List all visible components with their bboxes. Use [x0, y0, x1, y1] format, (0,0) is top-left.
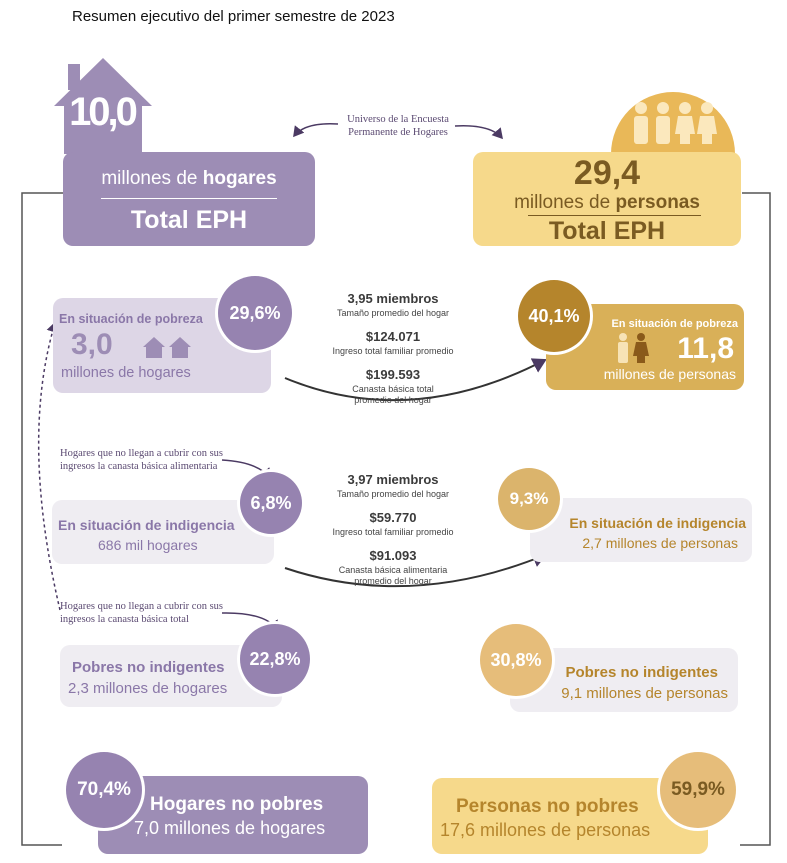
indigencia-personas-pct: 9,3% — [498, 468, 560, 530]
indigencia-canasta-label-1: Canasta básica alimentaria — [338, 565, 448, 575]
pobreza-canasta-label-1: Canasta básica total — [352, 384, 434, 394]
hogares-total-label: Total EPH — [130, 206, 248, 234]
indigencia-hogares-label: En situación de indigencia — [58, 517, 235, 533]
no-pobres-hogares-value: 7,0 millones de hogares — [134, 818, 326, 838]
indigencia-ingreso-label: Ingreso total familiar promedio — [332, 527, 454, 537]
hogares-total-value: 10,0 — [69, 90, 135, 134]
pobreza-personas-value: 11,8 — [677, 332, 734, 365]
personas-total-box — [473, 152, 741, 246]
houses-icon — [143, 336, 193, 360]
child-icons — [616, 332, 650, 364]
pni-personas-label: Pobres no indigentes — [565, 664, 718, 681]
indigencia-personas-value: 2,7 millones de personas — [582, 535, 738, 551]
pobreza-hogares-unit: millones de hogares — [61, 365, 191, 381]
pobreza-miembros-label: Tamaño promedio del hogar — [336, 308, 450, 318]
pobreza-hogares-value: 3,0 — [71, 328, 113, 361]
pobreza-hogares-label: En situación de pobreza — [59, 312, 203, 326]
indigencia-miembros: 3,97 miembros — [347, 472, 439, 487]
no-pobres-personas-value: 17,6 millones de personas — [440, 820, 651, 840]
divider — [101, 198, 277, 199]
pobreza-miembros: 3,95 miembros — [347, 291, 439, 306]
pobreza-hogares-pct: 29,6% — [218, 276, 292, 350]
personas-total-value: 29,4 — [573, 154, 641, 192]
pobreza-ingreso-label: Ingreso total familiar promedio — [332, 346, 454, 356]
pobreza-personas-label: En situación de pobreza — [611, 318, 738, 330]
pni-hogares-value: 2,3 millones de hogares — [68, 680, 228, 697]
pni-personas-value: 9,1 millones de personas — [561, 685, 728, 702]
pni-personas-pct: 30,8% — [480, 624, 552, 696]
people-icon — [611, 82, 735, 154]
pobreza-ingreso: $124.071 — [365, 329, 421, 344]
indigencia-canasta: $91.093 — [369, 548, 417, 563]
page-title: Resumen ejecutivo del primer semestre de 2023 — [72, 8, 395, 25]
hogares-total-box — [63, 152, 315, 246]
indigencia-ingreso: $59.770 — [369, 510, 417, 525]
pni-hogares-label: Pobres no indigentes — [72, 659, 225, 676]
hogares-total-unit: millones de hogares — [101, 168, 277, 189]
pobreza-canasta: $199.593 — [365, 367, 421, 382]
personas-total-label: Total EPH — [548, 217, 666, 245]
indigencia-miembros-label: Tamaño promedio del hogar — [336, 489, 450, 499]
indigencia-personas-box — [530, 498, 752, 562]
note-pobres: Hogares que no llegan a cubrir con sus ingresos la canasta básica total — [60, 601, 223, 625]
pni-hogares-pct: 22,8% — [240, 624, 310, 694]
pobreza-personas-unit: millones de personas — [603, 366, 736, 382]
pobreza-stats — [320, 290, 466, 406]
note-indigencia: Hogares que no llegan a cubrir con sus ingresos la canasta básica alimentaria — [60, 448, 223, 472]
no-pobres-personas-pct: 59,9% — [660, 752, 736, 828]
indigencia-personas-label: En situación de indigencia — [569, 515, 746, 531]
pobreza-personas-pct: 40,1% — [518, 280, 590, 352]
indigencia-hogares-pct: 6,8% — [240, 472, 302, 534]
no-pobres-personas-label: Personas no pobres — [456, 796, 639, 817]
indigencia-canasta-label-2: promedio del hogar — [354, 576, 432, 586]
indigencia-hogares-value: 686 mil hogares — [98, 537, 198, 553]
no-pobres-hogares-pct: 70,4% — [66, 752, 142, 828]
indigencia-stats — [320, 471, 466, 587]
universe-label: Universo de la Encuesta Permanente de Hogares — [347, 114, 449, 138]
personas-total-unit: millones de personas — [514, 192, 700, 213]
no-pobres-hogares-label: Hogares no pobres — [150, 794, 324, 815]
pobreza-canasta-label-2: promedio del hogar — [354, 395, 432, 405]
divider — [528, 215, 701, 216]
